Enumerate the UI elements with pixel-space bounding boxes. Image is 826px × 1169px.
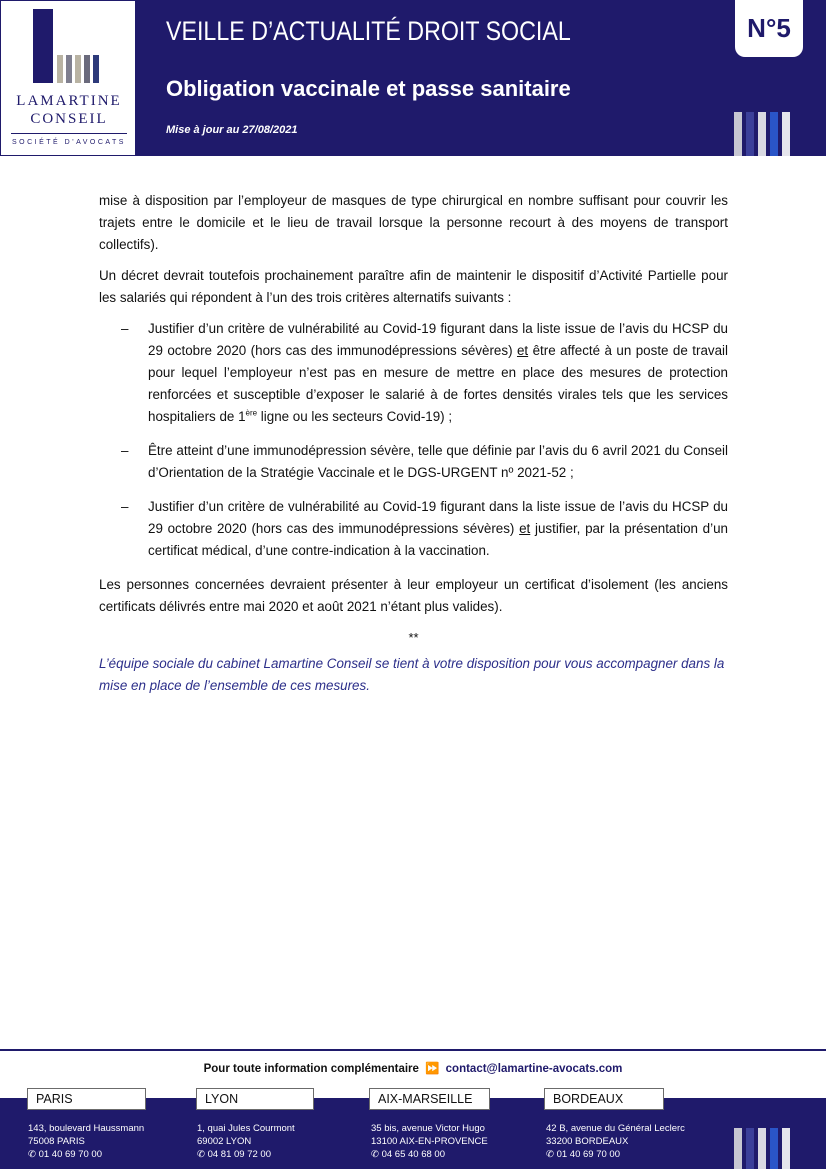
bar [746, 112, 754, 156]
bar [782, 1128, 790, 1169]
bar [770, 112, 778, 156]
fast-forward-icon: ⏩ [425, 1063, 440, 1075]
bar [734, 1128, 742, 1169]
contact-label: Pour toute information complémentaire [203, 1063, 419, 1075]
list-bullet: – [121, 321, 129, 336]
logo-columns-icon [33, 9, 103, 83]
office-address-lyon: 1, quai Jules Courmont 69002 LYON ✆ 04 81 09 72 00 [197, 1123, 295, 1160]
phone-number: ✆ 01 40 69 70 00 [546, 1149, 620, 1160]
bar [782, 112, 790, 156]
phone-number: ✆ 04 65 40 68 00 [371, 1149, 445, 1160]
office-city-bordeaux: BORDEAUX [544, 1088, 664, 1110]
newsletter-subtitle: Obligation vaccinale et passe sanitaire [166, 76, 571, 101]
newsletter-title: VEILLE D’ACTUALITÉ DROIT SOCIAL [166, 16, 571, 46]
bar [746, 1128, 754, 1169]
list-item: – Être atteint d’une immunodépression sévère, telle que définie par l’avis du 6 avril 2021 du Conseil d’Orientation de la Stratégie Vaccinale et le DGS-URGENT nº 2021-52 ; [99, 440, 728, 484]
logo-tagline: SOCIÉTÉ D'AVOCATS [12, 139, 126, 146]
paragraph: Les personnes concernées devraient présenter à leur employeur un certificat d’isolement (les anciens certificats délivrés entre mai 2020 et août 2021 n’étant plus valides). [99, 577, 728, 614]
document-header [0, 0, 826, 156]
closing-note: L’équipe sociale du cabinet Lamartine Conseil se tient à votre disposition pour vous accompagner dans la mise en place de l’ensemble de ces mesures. [99, 656, 725, 693]
office-city-lyon: LYON [196, 1088, 314, 1110]
criteria-list [99, 318, 728, 562]
office-address-paris: 143, boulevard Haussmann 75008 PARIS ✆ 01 40 69 70 00 [28, 1123, 145, 1160]
footer-divider [0, 1049, 826, 1051]
issue-number-badge: N°5 [735, 0, 803, 57]
section-separator: ** [408, 630, 419, 645]
paragraph: mise à disposition par l’employeur de masques de type chirurgical en nombre suffisant pour couvrir les trajets entre le domicile et le lieu de travail lorsque la personne recourt à des moyens de transport collectifs). [99, 193, 728, 252]
article-body [99, 190, 728, 706]
contact-email-link[interactable]: contact@lamartine-avocats.com [445, 1063, 623, 1075]
bar [734, 112, 742, 156]
list-item: – Justifier d’un critère de vulnérabilité au Covid-19 figurant dans la liste issue de l’avis du HCSP du 29 octobre 2020 (hors cas des immunodépressions sévères) et justifier, par la présentation d’un certificat médical, d’une contre-indication à la vaccination. [99, 496, 728, 562]
bar [770, 1128, 778, 1169]
list-bullet: – [121, 499, 129, 514]
office-address-aix-marseille: 35 bis, avenue Victor Hugo 13100 AIX-EN-PROVENCE ✆ 04 65 40 68 00 [371, 1123, 488, 1160]
office-city-aix-marseille: AIX-MARSEILLE [369, 1088, 490, 1110]
logo-name-line2: CONSEIL [30, 111, 108, 127]
firm-logo [0, 0, 136, 156]
header-decorative-bars [734, 112, 790, 156]
list-bullet: – [121, 443, 129, 458]
office-address-bordeaux: 42 B, avenue du Général Leclerc 33200 BORDEAUX ✆ 01 40 69 70 00 [546, 1123, 685, 1160]
logo-divider [11, 133, 127, 134]
bar [758, 112, 766, 156]
phone-number: ✆ 01 40 69 70 00 [28, 1149, 102, 1160]
logo-name-line1: LAMARTINE [16, 93, 122, 109]
phone-number: ✆ 04 81 09 72 00 [197, 1149, 271, 1160]
footer-contact [0, 1061, 826, 1075]
update-date: Mise à jour au 27/08/2021 [166, 124, 298, 136]
bar [758, 1128, 766, 1169]
office-city-paris: PARIS [27, 1088, 146, 1110]
footer-decorative-bars [734, 1128, 790, 1169]
paragraph: Un décret devrait toutefois prochainement paraître afin de maintenir le dispositif d’Activité Partielle pour les salariés qui répondent à l’un des trois critères alternatifs suivants : [99, 268, 728, 305]
list-item: – Justifier d’un critère de vulnérabilité au Covid-19 figurant dans la liste issue de l’avis du HCSP du 29 octobre 2020 (hors cas des immunodépressions sévères) et être affecté à un poste de travail pour lequel l’employeur n’est pas en mesure de mettre en place des mesures de protection renforcées et susceptible d’exposer le salarié à de fortes densités virales tels que les services hospitaliers de 1ère ligne ou les secteurs Covid-19) ; [99, 318, 728, 428]
